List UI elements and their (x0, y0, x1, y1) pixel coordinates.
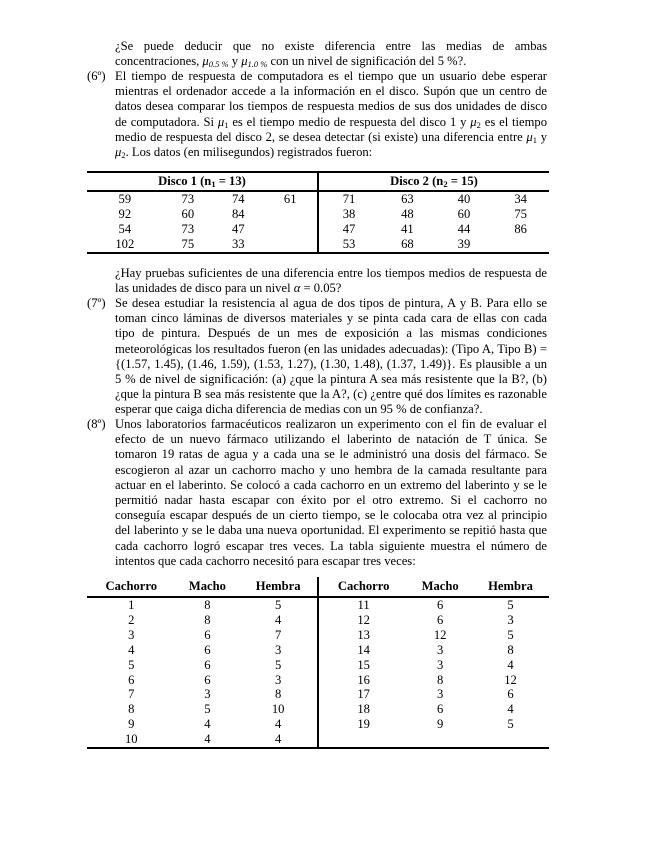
question-6: ¿Hay pruebas suficientes de una diferencia entre los tiempos medios de respuesta de las unidades de disco para un nivel α = 0.05? (115, 266, 547, 296)
intro-question: ¿Se puede deducir que no existe diferencia entre las medias de ambas concentraciones, $\mu_{0.5 \%}$ y $\mu_{1.0 \%}$ con un nivel de significación del 5 %?. (115, 39, 547, 70)
disk-table-header-row (87, 172, 549, 191)
problem-7-text: Se desea estudiar la resistencia al agua de dos tipos de pintura, A y B. Para ello se toman cinco láminas de diversos materiales y se pinta cada cara de ellas con cada tipo de pintura. Después de un mes de exposición a las mismas condiciones meteorológicas los resultados fueron (en las unidades adecuadas): (Tipo A, Tipo B) = {(1.57, 1.45), (1.46, 1.59), (1.53, 1.27), (1.30, 1.48), (1.37, 1.49)}. Es plausible a un 5 % de nivel de significación: (a) ¿que la pintura A sea más resistente que la B?, (b) ¿que la pintura B sea más resistente que la A?, (c) ¿entre qué dos límites es razonable esperar que caiga dicha diferencia de medias con un 95 % de confianza?. (115, 296, 547, 417)
maze-table-header-row: Cachorro Macho Hembra Cachorro Macho Hembra (87, 577, 549, 597)
table-row: 10 4 4 (87, 732, 549, 748)
disk-times-table (87, 171, 549, 254)
table-row: 54 73 47 47 41 44 86 (118, 222, 527, 236)
disk2-header: Disco 2 $(n_2 = 15)$ (318, 172, 549, 191)
table-row: 9 4 4 19 9 5 (128, 717, 514, 732)
problem-7-number: (7º) (87, 296, 106, 310)
problem-8-number: (8º) (87, 417, 106, 431)
table-row: 102 75 33 53 68 39 (87, 237, 549, 253)
table-row: 8 5 10 18 6 4 (128, 702, 514, 717)
table-row: 1 8 5 11 6 5 (128, 598, 514, 612)
problem-8-text: Unos laboratorios farmacéuticos realizaron un experimento con el fin de evaluar el efecto de un nuevo fármaco utilizando el laberinto de natación de T única. Se tomaron 19 ratas de agua y a cada una se le administró una dosis del fármaco. Se escogieron al azar un cachorro macho y uno hembra de la camada resultante para actuar en el laberinto. Se colocó a cada cachorro en un extremo del laberinto y se le permitió nadar hasta escapar con éxito por el otro extremo. Si el cachorro no conseguía escapar después de un cierto tiempo, se le colocaba otra vez al principio del laberinto y se le daba una nueva oportunidad. El experimento se repitió hasta que cada cachorro logró escapar tres veces. La tabla siguiente muestra el número de intentos que cada cachorro necesitó para escapar tres veces: (115, 417, 547, 568)
table-row: 3 6 7 13 12 5 (128, 627, 514, 642)
table-row: 6 6 3 16 8 12 (128, 672, 517, 687)
table-row: 92 60 84 38 48 60 75 (118, 207, 527, 221)
problem-6-number: (6º) (87, 69, 106, 83)
maze-attempts-table (87, 577, 549, 749)
disk1-header: Disco 1 $(n_1 = 13)$ (87, 172, 318, 191)
table-row: 7 3 8 17 3 6 (128, 687, 514, 702)
table-row: 59 73 74 61 71 63 40 34 (118, 192, 527, 206)
table-row: 2 8 4 12 6 3 (128, 612, 514, 627)
table-row: 4 6 3 14 3 8 (128, 642, 514, 657)
table-row: 5 6 5 15 3 4 (128, 657, 514, 672)
problem-6-text: El tiempo de respuesta de computadora es el tiempo que un usuario debe esperar mientras el ordenador accede a la información en el disco. Supón que un centro de datos desea comparar los tiempos de respuesta medios de sus dos unidades de disco de computadora. Si $\mu_1$ es el tiempo medio de respuesta del disco 1 y $\mu_2$ es el tiempo medio de respuesta del disco 2, se desea detectar (si existe) una diferencia entre $\mu_1$ y $\mu_2$. Los datos (en milisegundos) registrados fueron: (115, 69, 548, 161)
